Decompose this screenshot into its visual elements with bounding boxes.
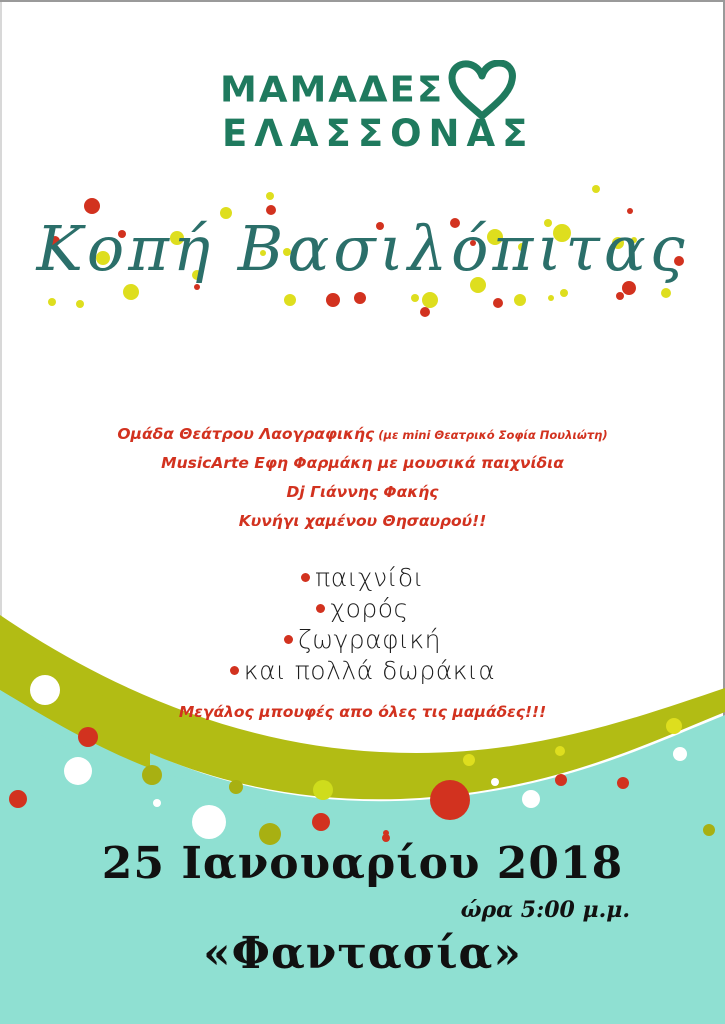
activity-item bbox=[0, 655, 725, 686]
event-main: MusicArte Εφη Φαρμάκη με μουσικά παιχνίδια bbox=[161, 454, 564, 472]
event-main: Κυνήγι χαμένου Θησαυρού!! bbox=[238, 512, 487, 530]
logo-line-1: ΜΑΜΑΔΕΣ bbox=[220, 69, 445, 110]
event-line bbox=[0, 420, 725, 449]
activity-item bbox=[0, 593, 725, 624]
heart-icon bbox=[446, 60, 518, 122]
activity-item bbox=[0, 562, 725, 593]
logo-line-2: ΕΛΑΣΣΟΝΑΣ bbox=[222, 112, 535, 155]
event-line bbox=[0, 507, 725, 536]
bullet-dot-icon bbox=[316, 604, 325, 613]
event-date: 25 Ιανουαρίου 2018 bbox=[101, 838, 624, 889]
activity-label: χορός bbox=[330, 594, 409, 623]
bullet-dot-icon bbox=[301, 573, 310, 582]
event-main: Ομάδα Θεάτρου Λαογραφικής bbox=[117, 425, 375, 443]
events-list bbox=[0, 420, 725, 536]
event-main: Dj Γιάννης Φακής bbox=[286, 483, 439, 501]
event-note: (με mini Θεατρικό Σοφία Πουλιώτη) bbox=[374, 428, 608, 442]
buffet-note: Μεγάλος μπουφές απο όλες τις μαμάδες!!! bbox=[178, 703, 547, 721]
activity-label: παιχνίδι bbox=[315, 563, 424, 592]
bullet-dot-icon bbox=[230, 666, 239, 675]
event-line bbox=[0, 449, 725, 478]
activity-label: και πολλά δωράκια bbox=[243, 656, 496, 685]
bullet-dot-icon bbox=[284, 635, 293, 644]
event-time: ώρα 5:00 μ.μ. bbox=[460, 897, 630, 923]
event-line bbox=[0, 478, 725, 507]
activity-label: ζωγραφική bbox=[297, 625, 442, 654]
event-title: Κοπή Βασιλόπιτας bbox=[36, 212, 689, 285]
activities-list bbox=[0, 562, 725, 686]
activity-item bbox=[0, 624, 725, 655]
logo bbox=[218, 60, 535, 160]
event-venue: «Φαντασία» bbox=[203, 928, 522, 979]
